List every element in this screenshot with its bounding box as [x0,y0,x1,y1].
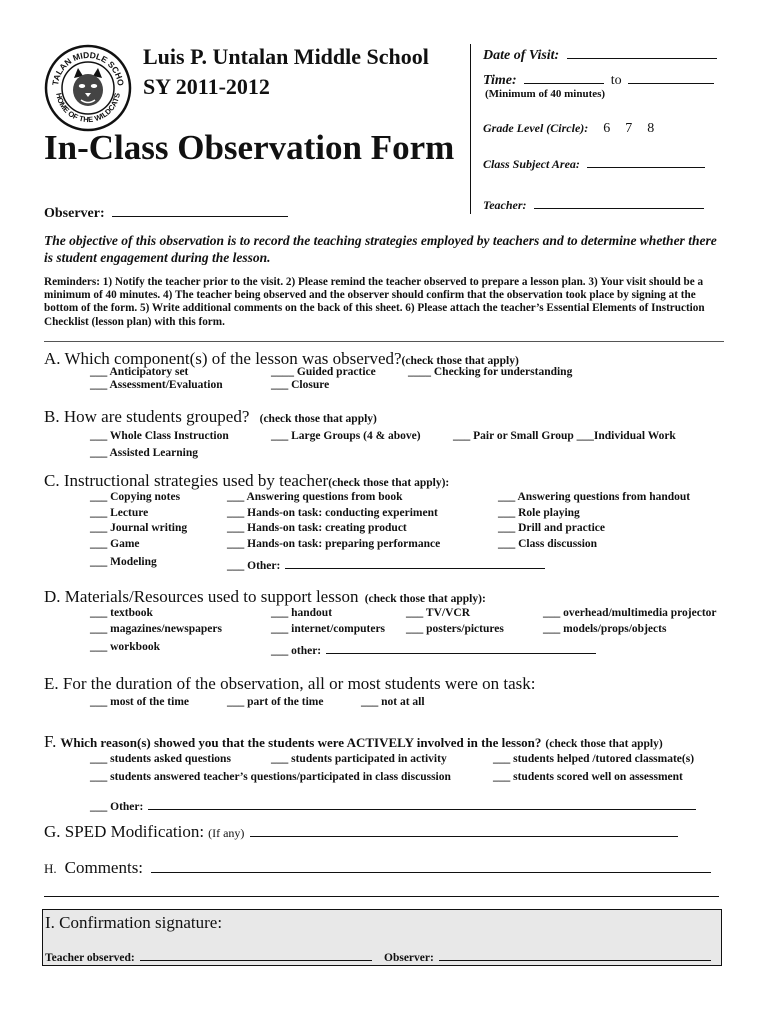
d-workbook[interactable]: ___ workbook [90,641,160,653]
observer-label: Observer: [44,206,105,221]
observer-top [44,204,288,222]
section-c-note: (check those that apply): [328,477,450,489]
b-whole-class[interactable]: ___ Whole Class Instruction [90,430,229,442]
section-g-note: (If any) [208,826,245,840]
section-g [44,822,678,842]
a-anticipatory-set[interactable]: ___ Anticipatory set [90,366,189,378]
section-h-title: Comments: [64,858,144,877]
f-answered-questions[interactable]: ___ students answered teacher’s questions/participated in class discussion [90,771,451,783]
logo-top-text: TALAN MIDDLE SCHO [50,49,127,87]
c-other[interactable] [227,556,545,572]
b-pair-small-individual[interactable]: ___ Pair or Small Group ___Individual Work [453,430,676,442]
b-large-groups[interactable]: ___ Large Groups (4 & above) [271,430,421,442]
d-magazines[interactable]: ___ magazines/newspapers [90,623,222,635]
grade-6[interactable]: 6 [603,121,611,136]
section-f-letter: F. [44,732,57,751]
c-journal-writing[interactable]: ___ Journal writing [90,522,188,534]
time-label: Time: [483,73,517,88]
e-most-time[interactable]: ___ most of the time [90,696,190,708]
section-f-title: Which reason(s) showed you that the students were ACTIVELY involved in the lesson? [60,735,542,750]
section-d-heading [44,587,486,607]
grade-8[interactable]: 8 [647,121,655,136]
c-lecture[interactable]: ___ Lecture [90,507,149,519]
section-i-title: I. Confirmation signature: [45,913,223,932]
f-asked-questions[interactable]: ___ students asked questions [90,753,231,765]
c-preparing-performance[interactable]: ___ Hands-on task: preparing performance [227,538,441,550]
school-year: SY 2011-2012 [143,74,270,99]
school-name: Luis P. Untalan Middle School [143,44,429,69]
d-internet[interactable]: ___ internet/computers [271,623,386,635]
a-guided-practice[interactable]: ____ Guided practice [271,366,376,378]
observer-signature-label: Observer: [384,952,434,964]
teacher-signature [45,948,372,964]
logo-bottom-text: HOME OF THE WILDCATS [54,92,122,125]
d-textbook[interactable]: ___ textbook [90,607,153,619]
f-other-field[interactable] [148,797,696,810]
teacher-info [483,196,704,213]
observer-signature [384,948,711,964]
section-g-title: G. SPED Modification: [44,822,205,841]
section-a-note: (check those that apply) [401,355,519,367]
observer-signature-field[interactable] [439,948,711,961]
d-other-field[interactable] [326,641,596,654]
f-other-label: ___ Other: [90,801,144,813]
date-label: Date of Visit: [483,48,560,63]
section-b-heading [44,407,377,427]
grade-7[interactable]: 7 [625,121,633,136]
section-b-title: B. How are students grouped? [44,407,250,426]
objective-text: The objective of this observation is to record the teaching strategies employed by teachers and to determine whether there is student engagement during the lesson. [44,233,717,265]
f-helped-classmates[interactable]: ___ students helped /tutored classmate(s) [493,753,695,765]
d-other-label: ___ other: [271,645,322,657]
section-c-title: C. Instructional strategies used by teacher [44,471,329,490]
d-tv-vcr[interactable]: ___ TV/VCR [406,607,471,619]
confirmation-box [42,909,722,966]
e-not-at-all[interactable]: ___ not at all [361,696,425,708]
c-game[interactable]: ___ Game [90,538,140,550]
c-modeling[interactable]: ___ Modeling [90,556,157,568]
c-other-field[interactable] [285,556,545,569]
reminders-text: Reminders: 1) Notify the teacher prior to the visit. 2) Please remind the teacher observed to prepare a lesson plan. 3) Your visit should be a minimum of 40 minutes. 4) The teacher being observed and the observer should confirm that the observation took place by signing at the bottom of the form. 5) Write additional comments on the back of this sheet. 6) Please attach the teacher’s Essential Elements of Instruction Checklist (lesson plan) with this form. [44,276,705,328]
class-subject [483,155,705,172]
d-overhead-projector[interactable]: ___ overhead/multimedia projector [543,607,717,619]
e-part-time[interactable]: ___ part of the time [227,696,324,708]
divider-line [44,341,724,342]
grade-label: Grade Level (Circle): [483,121,589,135]
comments-line-2[interactable] [44,896,719,897]
a-assessment-evaluation[interactable]: ___ Assessment/Evaluation [90,379,223,391]
d-handout[interactable]: ___ handout [271,607,333,619]
section-c-heading [44,471,449,491]
grade-level [483,121,654,137]
c-drill-practice[interactable]: ___ Drill and practice [498,522,605,534]
d-other[interactable] [271,641,596,657]
c-other-label: ___ Other: [227,560,281,572]
c-conducting-experiment[interactable]: ___ Hands-on task: conducting experiment [227,507,438,519]
f-participated-activity[interactable]: ___ students participated in activity [271,753,447,765]
wildcat-seal-icon [44,44,132,132]
form-title: In-Class Observation Form [44,128,455,167]
teacher-field[interactable] [534,196,704,209]
comments-field[interactable] [151,860,711,873]
time-end-field[interactable] [628,71,714,84]
section-f-note: (check those that apply) [545,738,663,750]
teacher-signature-field[interactable] [140,948,372,961]
minimum-note: (Minimum of 40 minutes) [485,88,606,100]
section-h-letter: H. [44,861,57,876]
f-other[interactable] [90,797,696,813]
a-checking-understanding[interactable]: ____ Checking for understanding [408,366,573,378]
time-start-field[interactable] [524,71,604,84]
subject-label: Class Subject Area: [483,157,580,171]
c-role-playing[interactable]: ___ Role playing [498,507,580,519]
f-scored-well[interactable]: ___ students scored well on assessment [493,771,683,783]
c-copying-notes[interactable]: ___ Copying notes [90,491,181,503]
teacher-signature-label: Teacher observed: [45,952,135,964]
section-h [44,858,711,878]
a-closure[interactable]: ___ Closure [271,379,330,391]
c-creating-product[interactable]: ___ Hands-on task: creating product [227,522,407,534]
subject-field[interactable] [587,155,705,168]
c-answering-handout[interactable]: ___ Answering questions from handout [498,491,691,503]
b-assisted-learning[interactable]: ___ Assisted Learning [90,447,198,459]
section-a-title: A. Which component(s) of the lesson was observed? [44,349,402,368]
c-answering-book[interactable]: ___ Answering questions from book [227,491,403,503]
school-logo [44,44,132,132]
section-e-title: E. For the duration of the observation, all or most students were on task: [44,674,536,693]
section-d-title: D. Materials/Resources used to support lesson [44,587,359,606]
observer-field[interactable] [112,204,288,217]
header-divider [470,44,471,214]
date-of-visit [483,46,717,64]
c-class-discussion[interactable]: ___ Class discussion [498,538,598,550]
sped-field[interactable] [250,824,678,837]
time-to-text: to [610,73,622,88]
teacher-label: Teacher: [483,198,527,212]
date-field[interactable] [567,46,717,59]
visit-time [483,71,714,89]
section-b-note: (check those that apply) [259,413,377,425]
section-d-note: (check those that apply): [364,593,486,605]
d-models-props[interactable]: ___ models/props/objects [543,623,667,635]
d-posters[interactable]: ___ posters/pictures [406,623,504,635]
section-f-heading [44,732,663,752]
